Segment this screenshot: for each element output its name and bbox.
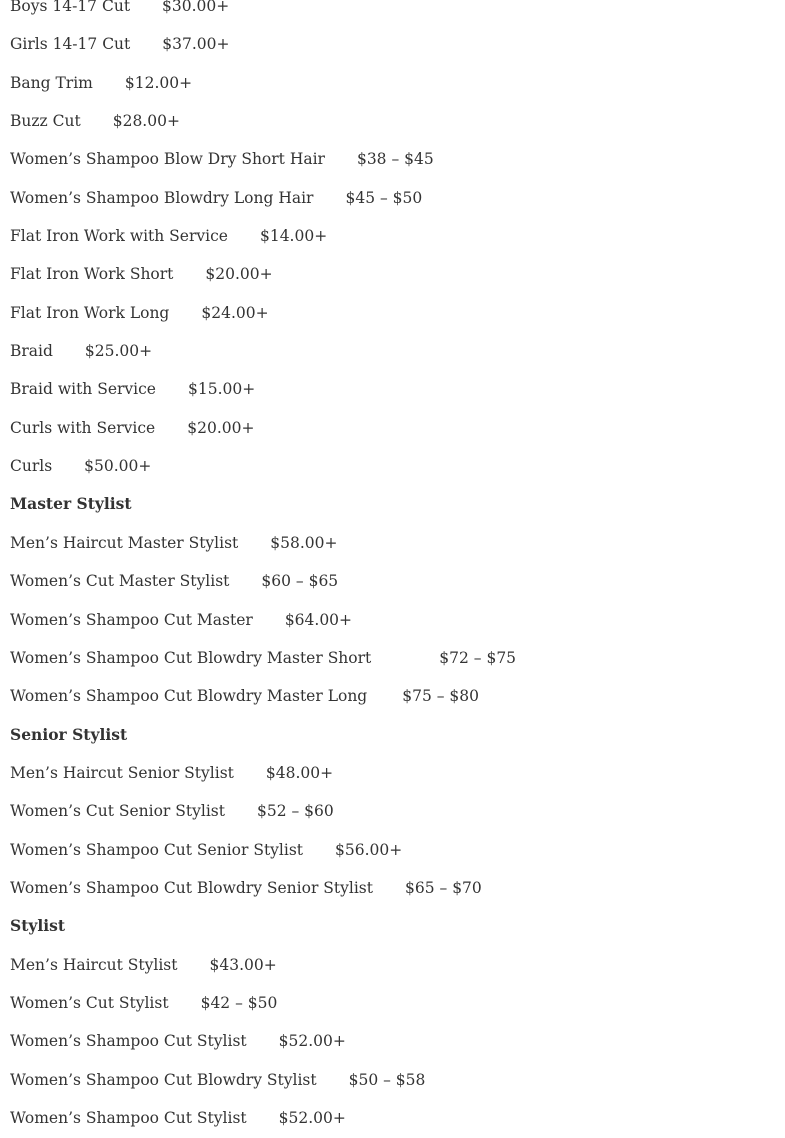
service-name: Men’s Haircut Stylist <box>10 955 178 974</box>
service-name: Women’s Shampoo Cut Master <box>10 610 253 629</box>
service-name: Curls with Service <box>10 418 156 437</box>
service-price: $60 – $65 <box>261 572 339 591</box>
section-heading-stylist <box>10 907 770 945</box>
service-price: $15.00+ <box>187 380 256 399</box>
price-row <box>10 601 770 639</box>
service-name: Women’s Shampoo Cut Stylist <box>10 1108 247 1127</box>
service-name: Women’s Shampoo Blowdry Long Hair <box>10 188 314 207</box>
service-price: $14.00+ <box>259 227 328 246</box>
service-price: $20.00+ <box>187 418 255 437</box>
price-row <box>10 294 770 332</box>
section-heading: Master Stylist <box>10 494 132 514</box>
service-name: Women’s Cut Senior Stylist <box>10 802 225 821</box>
price-row <box>10 25 770 63</box>
service-price: $58.00+ <box>270 533 338 552</box>
service-price: $24.00+ <box>201 303 269 322</box>
price-row <box>10 1022 770 1060</box>
service-name: Women’s Cut Master Stylist <box>10 572 230 591</box>
price-row <box>10 754 770 792</box>
price-row <box>10 0 770 25</box>
service-name: Women’s Shampoo Cut Blowdry Master Short <box>10 648 372 667</box>
service-price: $45 – $50 <box>345 188 423 207</box>
price-row <box>10 140 770 178</box>
service-price: $28.00+ <box>112 112 180 131</box>
price-row <box>10 332 770 370</box>
service-name: Women’s Shampoo Cut Senior Stylist <box>10 840 304 859</box>
service-name: Braid with Service <box>10 380 156 399</box>
price-row <box>10 562 770 600</box>
service-price: $48.00+ <box>265 763 334 782</box>
service-name: Braid <box>10 342 53 361</box>
service-name: Women’s Shampoo Cut Stylist <box>10 1032 247 1051</box>
service-name: Women’s Cut Stylist <box>10 993 169 1012</box>
price-row <box>10 946 770 984</box>
service-price: $30.00+ <box>162 0 230 15</box>
service-name: Women’s Shampoo Cut Blowdry Master Long <box>10 687 368 706</box>
service-name: Women’s Shampoo Cut Blowdry Stylist <box>10 1070 317 1089</box>
section-heading-master-stylist <box>10 485 770 523</box>
service-name: Buzz Cut <box>10 112 81 131</box>
price-row <box>10 869 770 907</box>
service-price: $20.00+ <box>205 265 273 284</box>
price-row <box>10 792 770 830</box>
service-name: Men’s Haircut Master Stylist <box>10 533 239 552</box>
service-price: $56.00+ <box>335 840 403 859</box>
price-row <box>10 409 770 447</box>
price-list <box>10 0 770 1137</box>
service-price: $12.00+ <box>124 73 193 92</box>
section-heading: Stylist <box>10 916 66 936</box>
service-name: Women’s Shampoo Cut Blowdry Senior Stylist <box>10 878 373 897</box>
service-name: Boys 14-17 Cut <box>10 0 131 15</box>
service-price: $52.00+ <box>278 1032 346 1051</box>
service-price: $38 – $45 <box>356 150 434 169</box>
service-price: $65 – $70 <box>405 878 482 897</box>
service-name: Girls 14-17 Cut <box>10 35 131 54</box>
price-row <box>10 370 770 408</box>
service-price: $64.00+ <box>284 610 353 629</box>
section-heading-senior-stylist <box>10 716 770 754</box>
service-price: $72 – $75 <box>439 648 517 667</box>
price-row <box>10 831 770 869</box>
service-name: Women’s Shampoo Blow Dry Short Hair <box>10 150 325 169</box>
service-name: Bang Trim <box>10 73 93 92</box>
service-price: $43.00+ <box>209 955 277 974</box>
service-price: $52 – $60 <box>256 802 334 821</box>
price-row <box>10 639 770 677</box>
service-name: Flat Iron Work Short <box>10 265 174 284</box>
price-row <box>10 447 770 485</box>
service-price: $52.00+ <box>278 1108 346 1127</box>
service-price: $25.00+ <box>84 342 153 361</box>
price-row <box>10 984 770 1022</box>
section-heading: Senior Stylist <box>10 724 128 744</box>
service-name: Men’s Haircut Senior Stylist <box>10 763 234 782</box>
service-name: Curls <box>10 457 53 476</box>
service-name: Flat Iron Work with Service <box>10 227 228 246</box>
service-price: $50 – $58 <box>348 1070 426 1089</box>
price-row <box>10 217 770 255</box>
price-row <box>10 1099 770 1137</box>
service-price: $42 – $50 <box>200 993 278 1012</box>
service-price: $37.00+ <box>162 35 230 54</box>
price-row <box>10 677 770 715</box>
price-row <box>10 255 770 293</box>
price-row <box>10 179 770 217</box>
price-row <box>10 1061 770 1099</box>
service-name: Flat Iron Work Long <box>10 303 170 322</box>
price-row <box>10 524 770 562</box>
service-price: $50.00+ <box>84 457 152 476</box>
price-row <box>10 102 770 140</box>
price-row <box>10 64 770 102</box>
service-price: $75 – $80 <box>402 687 480 706</box>
